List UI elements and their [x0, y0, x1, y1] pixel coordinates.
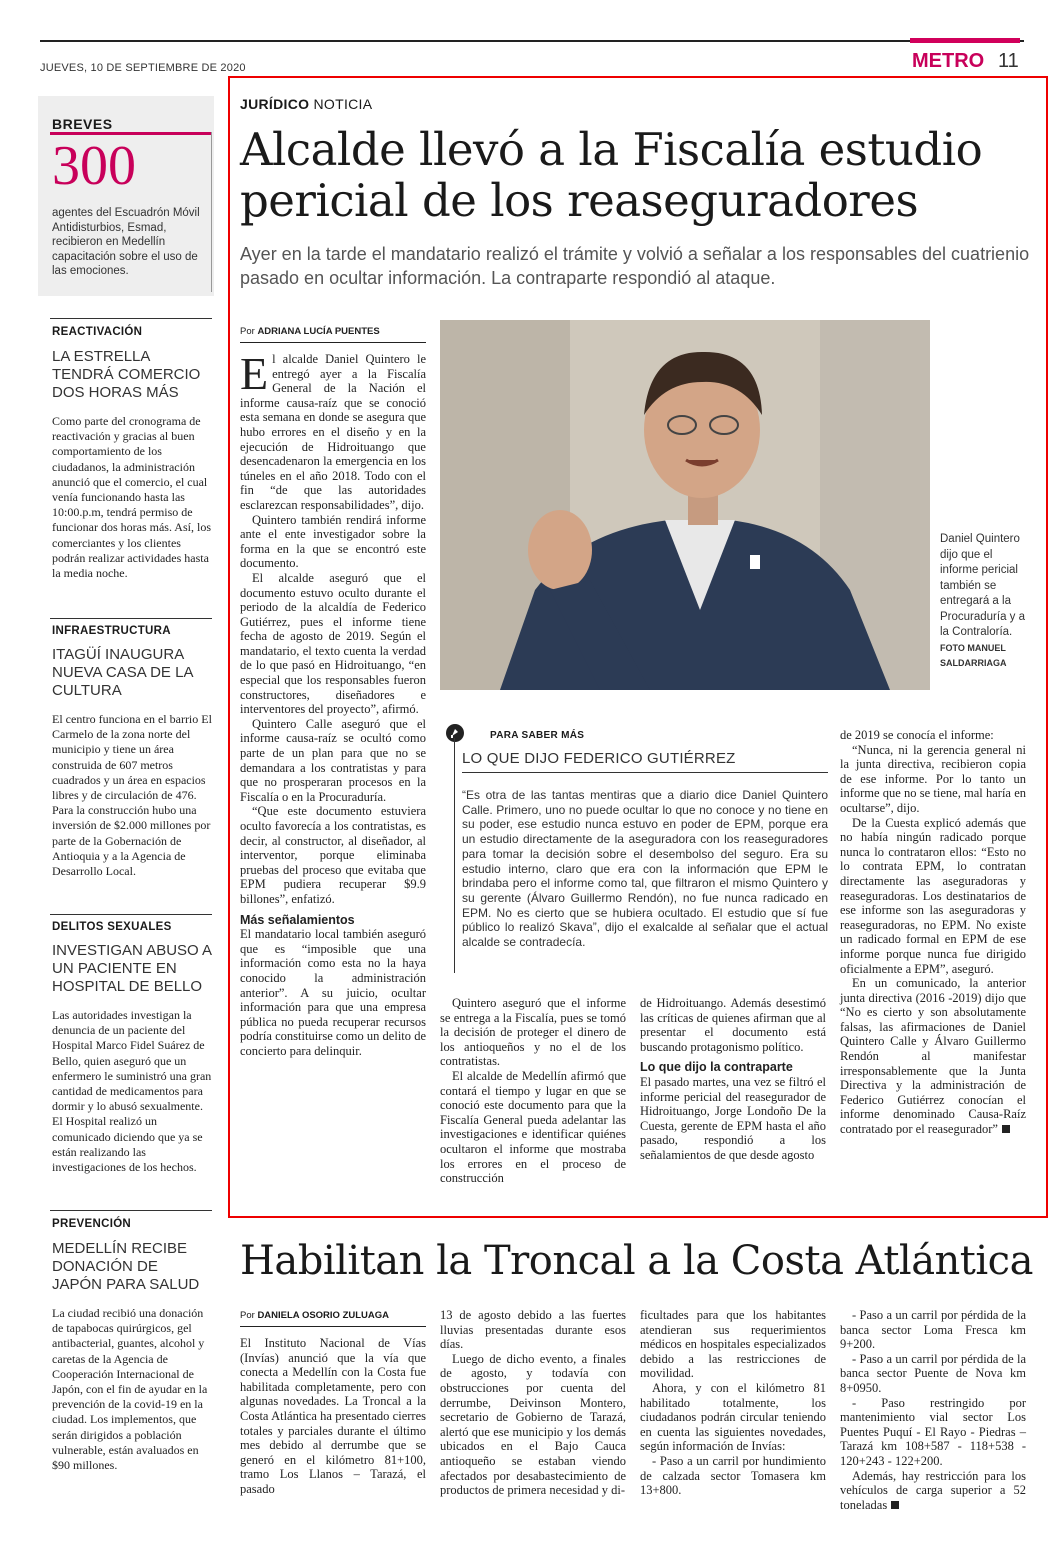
kicker-section: JURÍDICO	[240, 96, 310, 112]
byline-rule	[240, 342, 426, 343]
paragraph-text: Además, hay restricción para los vehículos de carga superior a 52 toneladas	[840, 1468, 1026, 1512]
kicker-type: NOTICIA	[309, 96, 373, 112]
article-column-2	[440, 996, 626, 1186]
article-photo	[440, 320, 930, 690]
photo-caption	[940, 532, 1030, 672]
box-title-rule	[462, 772, 828, 773]
pin-icon	[446, 724, 464, 742]
paragraph	[240, 348, 426, 513]
paragraph: Quintero Calle aseguró que el informe causa-raíz se ocultó como parte de un plan para que no se demandara a los contratistas y para que no prosperaran procesos en la Fiscalía o en la Procuraduría.	[240, 716, 426, 804]
section-rule	[50, 318, 212, 319]
breves-divider	[211, 132, 212, 292]
box-left-rule	[454, 738, 455, 973]
paragraph	[840, 1469, 1026, 1513]
paragraph: - Paso restringido por mantenimiento vial sector Los Puentes Puquí - El Rayo - Piedras – Tarazá km 108+587 - 118+538 - 120+243 - 122+200.	[840, 1395, 1026, 1468]
paragraph: de Hidroituango. Además desestimó las críticas de quienes afirman que al presentar el documento está buscando protagonismo político.	[640, 996, 826, 1054]
brief-headline: ITAGÜÍ INAUGURA NUEVA CASA DE LA CULTURA	[52, 646, 193, 699]
paragraph: - Paso a un carril por pérdida de la banca sector Puente de Nova km 8+0950.	[840, 1351, 1026, 1395]
breves-number-text: agentes del Escuadrón Móvil Antidisturbios, Esmad, recibieron en Medellín capacitación sobre el uso de las emociones.	[52, 207, 200, 277]
byline-prefix: Por	[240, 326, 258, 337]
article-kicker	[240, 96, 372, 112]
subtitle: Más señalamientos	[240, 912, 355, 927]
paragraph	[840, 976, 1026, 1137]
article2-column-4	[840, 1308, 1026, 1512]
paragraph: De la Cuesta explicó además que no había ningún radicado porque nunca lo contrataron ellos: “Esto no lo contrata EPM, lo contratan directamente las aseguradoras y reaseguradoras. Los destinatarios de ese informe son las aseguradoras y reaseguradoras, no EPM. No existe un radicado formal en EPM de ese informe porque nunca fue dirigido oficialmente a EPM”, aseguró.	[840, 815, 1026, 976]
section-accent-bar	[910, 38, 1020, 43]
paragraph: - Paso a un carril por pérdida de la banca sector Loma Fresca km 9+200.	[840, 1308, 1026, 1352]
article2-column-1	[240, 1336, 426, 1497]
byline-author: ADRIANA LUCÍA PUENTES	[257, 326, 380, 337]
article2-headline: Habilitan la Troncal a la Costa Atlántica	[240, 1238, 1033, 1284]
section-rule	[50, 914, 212, 915]
brief-headline: LA ESTRELLA TENDRÁ COMERCIO DOS HORAS MÁS	[52, 348, 201, 401]
brief-headline: INVESTIGAN ABUSO A UN PACIENTE EN HOSPITAL DE BELLO	[52, 942, 212, 995]
brief-category: INFRAESTRUCTURA	[52, 625, 171, 637]
brief-category: DELITOS SEXUALES	[52, 921, 172, 933]
paragraph: “Nunca, ni la gerencia general ni la junta directiva, recibieron copia de ese informe. Por lo tanto un informe que no se tiene, mal haría en ocultarse”, dijo.	[840, 742, 1026, 815]
paragraph-text: l alcalde Daniel Quintero le entregó ayer a la Fiscalía General de la Nación el informe causa-raíz que se conoció esta semana en donde se asegura que hubo errores en el diseño y en la ejecución de Hidroituango que desencadenaron la emergencia en los túneles en el año 2018. Todo con el fin “de que las autoridades esclarezcan responsabilidades”, dijo.	[240, 352, 426, 512]
paragraph: El pasado martes, una vez se filtró el informe pericial del reasegurador de Hidroituango, Jorge Londoño De la Cuesta, gerente de EPM hasta el año pasado, respondió a los señalamientos de que desde agosto	[640, 1074, 826, 1162]
article-column-1	[240, 348, 426, 1059]
paragraph: El alcalde aseguró que el documento estuvo oculto durante el periodo de la alcaldía de Federico Gutiérrez, pues el informe tiene fecha de agosto de 2019. Según el mandatario, el texto cuenta la verdad de lo que pasó en Hidroituango, “en especial que los responsables fueron constructores, diseñadores e interventores del proyecto”, afirmó.	[240, 570, 426, 717]
issue-date: JUEVES, 10 DE SEPTIEMBRE DE 2020	[40, 62, 246, 74]
box-quote: “Es otra de las tantas mentiras que a diario dice Daniel Quintero Calle. Primero, uno no puede ocultar lo que no conoce y no tiene en su poder, ese estudio nunca estuvo en poder de EPM, porque era un estudio directamente de la aseguradora con los reaseguradores para tomar la decisión sobre el desembolso del seguro. Era su estudio interno, claro que era con la información que EPM le brindaba pero el informe como tal, que filtraron el mismo Quintero y su gerente (Álvaro Guillermo Rendón), no fue nunca radicado en EPM. No es cierto que se hubiera ocultado. El estudio que sí fue público lo realizó Skava”, dijo el exalcalde al señalar que el actual alcalde se contradecía.	[462, 788, 828, 950]
paragraph: Quintero también rendirá informe ante el ente investigador sobre la forma en la que se encontró este documento.	[240, 512, 426, 571]
byline-author: DANIELA OSORIO ZULUAGA	[257, 1310, 390, 1321]
box-kicker: PARA SABER MÁS	[490, 730, 585, 741]
paragraph: 13 de agosto debido a las fuertes lluvias presentadas durante esos días.	[440, 1308, 626, 1352]
paragraph: El Instituto Nacional de Vías (Invías) anunció que la vía que conecta a Medellín con la Costa fue habilitada completamente, pero con algunas novedades. La Troncal a la Costa Atlántica ha presentado cierres totales y parciales durante el último mes debido al derrumbe que se generó en el kilómetro 81+100, tramo Los Llanos – Tarazá, el pasado	[240, 1336, 426, 1496]
article-column-3	[640, 996, 826, 1163]
byline-prefix: Por	[240, 1310, 258, 1321]
paragraph: Ahora, y con el kilómetro 81 habilitado totalmente, los ciudadanos podrán circular teniendo en cuenta las siguientes novedades, según información de Invías:	[640, 1380, 826, 1454]
article-headline: Alcalde llevó a la Fiscalía estudio pericial de los reaseguradores	[240, 123, 983, 227]
brief-body: Como parte del cronograma de reactivación y gracias al buen comportamiento de los ciudadanos, la administración anunció que el comercio, el cual venía funcionando hasta las 10:00.p.m, tendrá permiso de funcionar dos horas más. Así, los comerciantes y los clientes podrán realizar actividades hasta la media noche.	[52, 414, 211, 581]
end-mark	[1002, 1125, 1010, 1133]
byline	[240, 326, 380, 337]
subtitle: Lo que dijo la contraparte	[640, 1060, 793, 1075]
caption-text: Daniel Quintero dijo que el informe pericial también se entregará a la Procuraduría y a la Contraloría.	[940, 533, 1026, 638]
article2-byline	[240, 1310, 389, 1321]
article2-column-3	[640, 1308, 826, 1498]
article2-column-2	[440, 1308, 626, 1498]
brief-body: El centro funciona en el barrio El Carmelo de la zona norte del municipio y tiene un área construida de 607 metros cuadrados y un área en espacios libres y de circulación de 476. Para la construcción hubo una inversión de $2.000 millones por parte de la Gobernación de Antioquia y a la Agencia de Desarrollo Local.	[52, 712, 212, 879]
paragraph: El mandatario local también aseguró que es “imposible que una información como esta no la haya conocido la administración anterior”. A su juicio, ocultar información para que una empresa pública no pueda recuperar recursos podría constituirse como un delito de concierto para delinquir.	[240, 927, 426, 1058]
brief-category: PREVENCIÓN	[52, 1218, 132, 1230]
article-subhead: Ayer en la tarde el mandatario realizó el trámite y volvió a señalar a los responsables del cuatrienio pasado en ocultar información. La contraparte respondió al ataque.	[240, 244, 1030, 288]
page-number: 11	[998, 50, 1019, 72]
box-title: LO QUE DIJO FEDERICO GUTIÉRREZ	[462, 750, 736, 767]
breves-title: BREVES	[52, 116, 113, 132]
paragraph: - Paso a un carril por hundimiento de calzada sector Tomasera km 13+800.	[640, 1453, 826, 1498]
section-name: METRO	[912, 50, 985, 72]
brief-body: La ciudad recibió una donación de tapabocas quirúrgicos, gel antibacterial, guantes, alcohol y caretas de la Agencia de Cooperación Internacional de Japón, con el fin de ayudar en la prevención de la covid-19 en la ciudad. Los implementos, que serán dirigidos a población vulnerable, están avaluados en $90 millones.	[52, 1306, 208, 1473]
article-column-4	[840, 728, 1026, 1137]
photo-illustration	[440, 320, 930, 690]
paragraph: Quintero aseguró que el informe se entrega a la Fiscalía, pues se tomó la decisión de proteger el dinero de los antioqueños y no el de los contratistas.	[440, 996, 626, 1069]
brief-body: Las autoridades investigan la denuncia de un paciente del Hospital Marco Fidel Suárez de Bello, quien aseguró que un enfermero le suministró una gran cantidad de medicamentos para dormir y lo abusó sexualmente. El Hospital realizó un comunicado diciendo que ya se están realizando las investigaciones de los hechos.	[52, 1008, 212, 1175]
drop-cap: E	[240, 348, 269, 399]
paragraph: de 2019 se conocía el informe:	[840, 728, 994, 742]
paragraph: Luego de dicho evento, a finales de agosto, y todavía con obstrucciones por cuenta del derrumbe, Deivinson Montero, secretario de Gobierno de Tarazá, alertó que ese municipio y los demás ubicados en el Bajo Cauca antioqueño se estaban viendo afectados por desabastecimiento de productos de primera necesidad y di-	[440, 1351, 626, 1498]
brief-category: REACTIVACIÓN	[52, 326, 143, 338]
section-rule	[50, 1210, 212, 1211]
brief-headline: MEDELLÍN RECIBE DONACIÓN DE JAPÓN PARA SALUD	[52, 1240, 200, 1293]
paragraph-text: En un comunicado, la anterior junta directiva (2016 -2019) dijo que “No es cierto y son absolutamente falsas, las afirmaciones de Daniel Quintero Calle y Álvaro Guillermo Rendón al manifestar irresponsablemente que la Junta Directiva y la administración de Federico Gutiérrez conocían el informe denominado Causa-Raíz contratado por el reasegurador”	[840, 976, 1026, 1137]
paragraph: ficultades para que los habitantes atendieran sus requerimientos médicos en hospitales especializados debido a las restricciones de movilidad.	[640, 1308, 826, 1381]
photo-credit: FOTO MANUEL SALDARRIAGA	[940, 642, 1007, 668]
paragraph: El alcalde de Medellín afirmó que contará el tiempo y lugar en que se conoció este documento para que la Fiscalía General pueda adelantar las investigaciones e identificar quiénes ocultaron el informe que mostraba los errores en el proceso de construcción	[440, 1068, 626, 1186]
end-mark	[891, 1501, 899, 1509]
paragraph: “Que este documento estuviera oculto favorecía a los contratistas, es decir, al constructor, al diseñador, al interventor, porque eliminaba pruebas del proceso que evitaba que EPM pudiera recuperar $9.9 billones”, enfatizó.	[240, 804, 426, 906]
section-rule	[50, 618, 212, 619]
byline-rule	[240, 1326, 426, 1327]
breves-big-number: 300	[52, 135, 136, 197]
top-rule	[40, 40, 1024, 42]
